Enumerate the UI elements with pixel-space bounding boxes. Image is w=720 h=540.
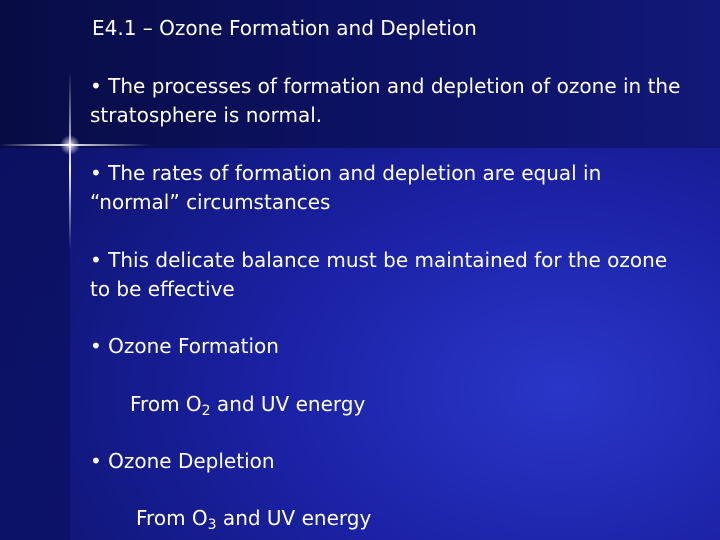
slide-title: E4.1 – Ozone Formation and Depletion	[92, 16, 477, 40]
depletion-detail-suffix: and UV energy	[216, 506, 372, 530]
depletion-detail-prefix: From O	[136, 506, 208, 530]
bullet-ozone-formation: • Ozone Formation	[90, 334, 279, 358]
formation-detail-subscript: 2	[201, 403, 211, 419]
bullet-ozone-depletion: • Ozone Depletion	[90, 449, 275, 473]
formation-detail	[130, 390, 365, 418]
bullet-processes-normal: • The processes of formation and depletion of ozone in the stratosphere is normal.	[90, 74, 681, 127]
bullet-delicate-balance: • This delicate balance must be maintained for the ozone to be effective	[90, 248, 668, 301]
bullet-rates-equal: • The rates of formation and depletion are equal in “normal” circumstances	[90, 161, 602, 214]
depletion-detail	[136, 504, 371, 532]
depletion-detail-subscript: 3	[207, 517, 217, 533]
formation-detail-prefix: From O	[130, 392, 202, 416]
formation-detail-suffix: and UV energy	[210, 392, 366, 416]
